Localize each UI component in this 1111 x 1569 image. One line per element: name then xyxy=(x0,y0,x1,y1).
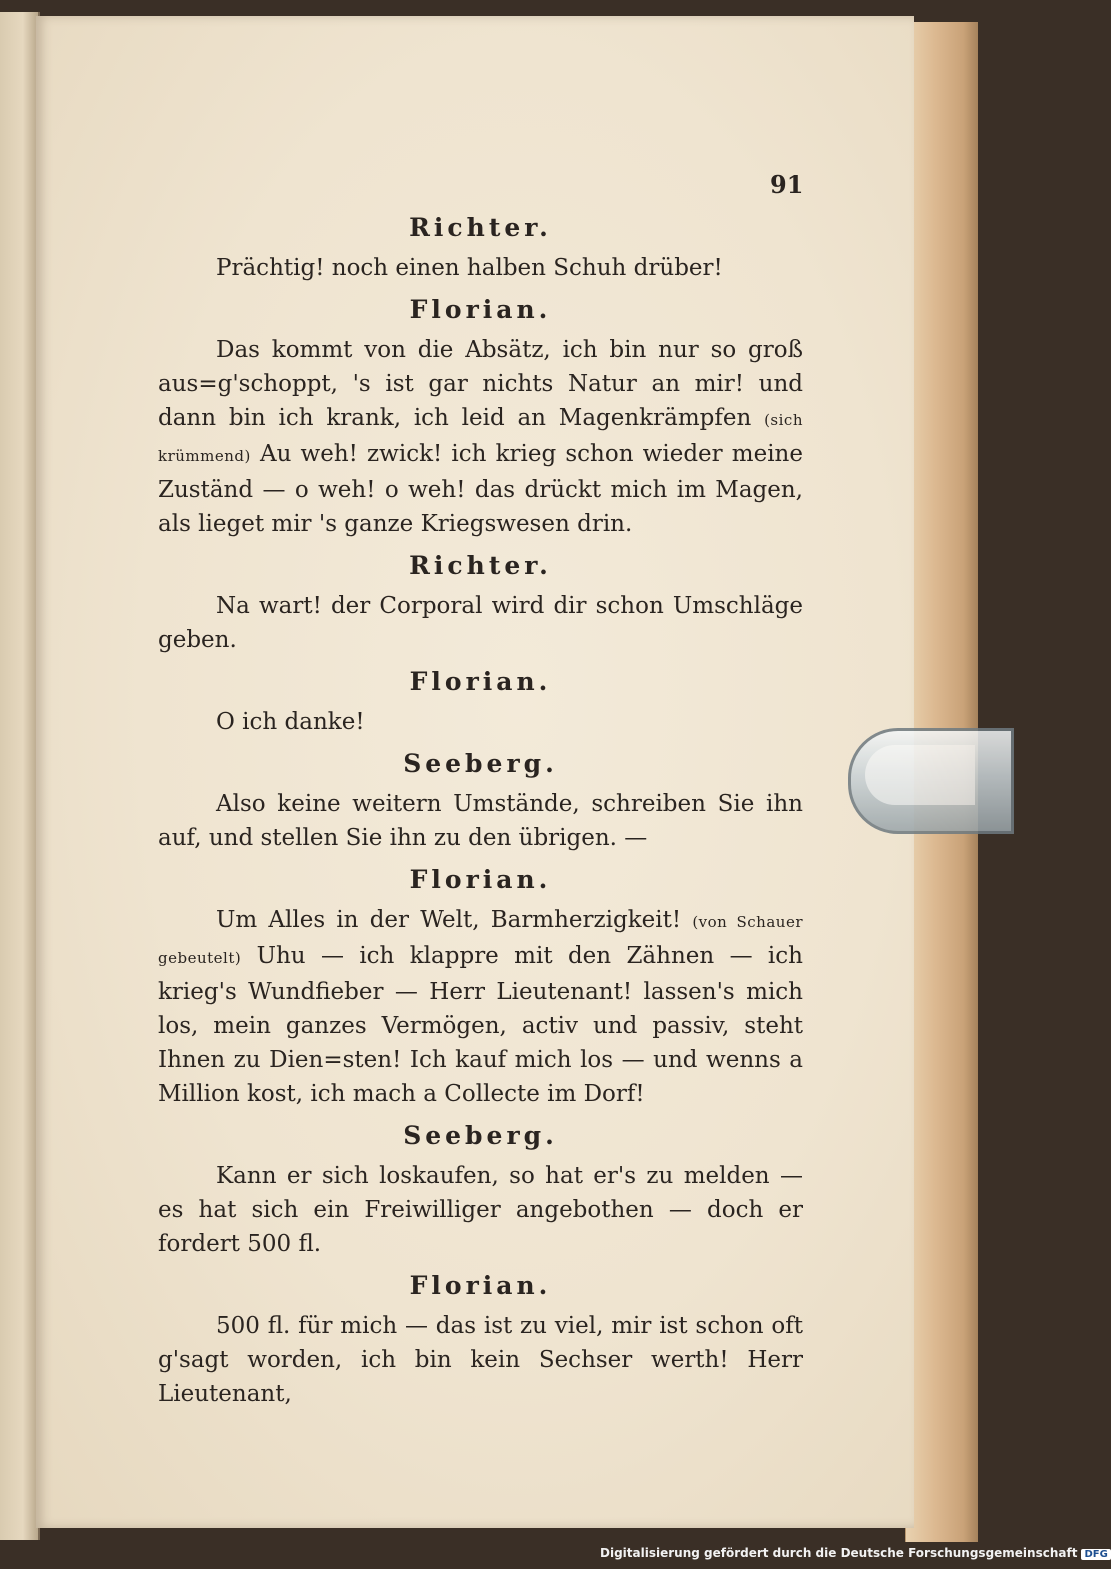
speaker-florian: Florian. xyxy=(409,865,552,894)
dialogue-text: Um Alles in der Welt, Barmherzigkeit! xyxy=(216,907,693,933)
speaker-richter: Richter. xyxy=(409,213,552,242)
dfg-logo: DFG xyxy=(1081,1549,1110,1560)
speaker-florian: Florian. xyxy=(409,667,552,696)
speaker-florian: Florian. xyxy=(409,295,552,324)
dialogue-line: Prächtig! noch einen halben Schuh drüber! xyxy=(216,255,723,281)
page-number: 91 xyxy=(770,170,804,199)
credit-text: Digitalisierung gefördert durch die Deutsche Forschungsgemeinschaft xyxy=(600,1546,1078,1560)
dialogue-line: 500 fl. für mich — das ist zu viel, mir ist schon oft g'sagt worden, ich bin kein Sechser werth! Herr Lieutenant, xyxy=(158,1313,803,1407)
stage-direction: (von Schauer gebeutelt) xyxy=(158,913,803,967)
speaker-florian: Florian. xyxy=(409,1271,552,1300)
page-clip xyxy=(848,728,1014,834)
dialogue-line: Kann er sich loskaufen, so hat er's zu melden — es hat sich ein Freiwilliger angebothen — doch er fordert 500 fl. xyxy=(158,1163,803,1257)
dialogue-text: Au weh! zwick! ich krieg schon wieder meine Zuständ — o weh! o weh! das drückt mich im Magen, als lieget mir 's ganze Kriegswesen drin. xyxy=(158,441,803,537)
dialogue-text: Uhu — ich klappre mit den Zähnen — ich krieg's Wundfieber — Herr Lieutenant! lassen's mich los, mein ganzes Vermögen, activ und passiv, steht Ihnen zu Dien=sten! Ich kauf mich los — und wenns a Million kost, ich mach a Collecte im Dorf! xyxy=(158,943,803,1107)
speaker-richter: Richter. xyxy=(409,551,552,580)
dialogue-line: O ich danke! xyxy=(216,709,365,735)
dialogue-text: Das kommt von die Absätz, ich bin nur so groß aus=g'schoppt, 's ist gar nichts Natur an mir! und dann bin ich krank, ich leid an Magenkrämpfen xyxy=(158,337,803,431)
dialogue-line xyxy=(158,903,803,1111)
stage-direction: (sich krümmend) xyxy=(158,411,803,465)
dialogue-line xyxy=(158,333,803,541)
page-clip-highlight xyxy=(865,745,975,805)
dialogue-line: Na wart! der Corporal wird dir schon Umschläge geben. xyxy=(158,593,803,653)
speaker-seeberg: Seeberg. xyxy=(403,749,558,778)
speaker-seeberg: Seeberg. xyxy=(403,1121,558,1150)
facing-page-edge xyxy=(0,12,40,1540)
dialogue-line: Also keine weitern Umstände, schreiben Sie ihn auf, und stellen Sie ihn zu den übrigen. — xyxy=(158,791,803,851)
page-text xyxy=(158,205,803,1413)
digitization-credit xyxy=(600,1546,1108,1566)
